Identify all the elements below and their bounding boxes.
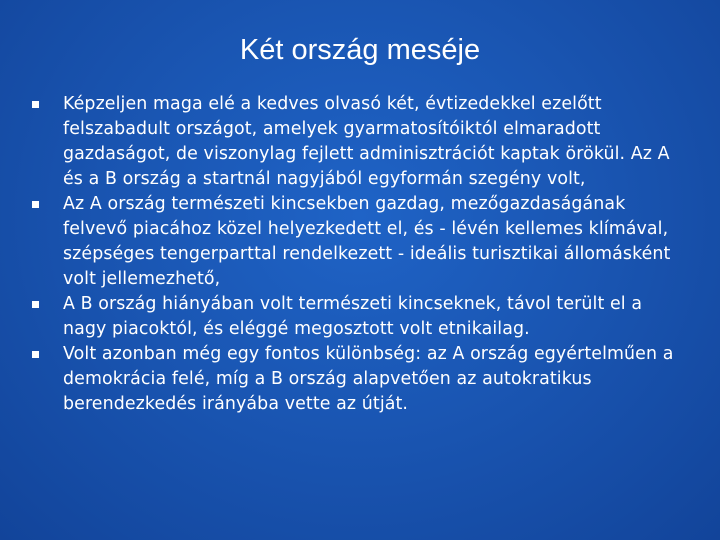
bullet-item xyxy=(30,192,690,292)
bullet-text: Az A ország természeti kincsekben gazdag, mezőgazdaságának felvevő piacához közel helyezkedett el, és - lévén kellemes klímával, szépséges tengerparttal rendelkezett - ideális turisztikai állomásként volt jellemezhető, xyxy=(63,194,671,289)
bullet-item xyxy=(30,292,690,342)
bullet-item xyxy=(30,92,690,192)
bullet-list xyxy=(30,92,690,417)
bullet-text: A B ország hiányában volt természeti kincseknek, távol terült el a nagy piacoktól, és eléggé megosztott volt etnikailag. xyxy=(63,294,643,339)
bullet-text: Képzeljen maga elé a kedves olvasó két, évtizedekkel ezelőtt felszabadult országot, amelyek gyarmatosítóiktól elmaradott gazdaságot, de viszonylag fejlett adminisztrációt kaptak örökül. Az A és a B ország a startnál nagyjából egyformán szegény volt, xyxy=(63,94,670,189)
square-bullet-icon xyxy=(32,301,39,308)
bullet-text: Volt azonban még egy fontos különbség: az A ország egyértelműen a demokrácia felé, míg a B ország alapvetően az autokratikus berendezkedés irányába vette az útját. xyxy=(63,344,674,414)
square-bullet-icon xyxy=(32,201,39,208)
bullet-item xyxy=(30,342,690,417)
slide-title: Két ország meséje xyxy=(239,34,481,66)
square-bullet-icon xyxy=(32,101,39,108)
square-bullet-icon xyxy=(32,351,39,358)
